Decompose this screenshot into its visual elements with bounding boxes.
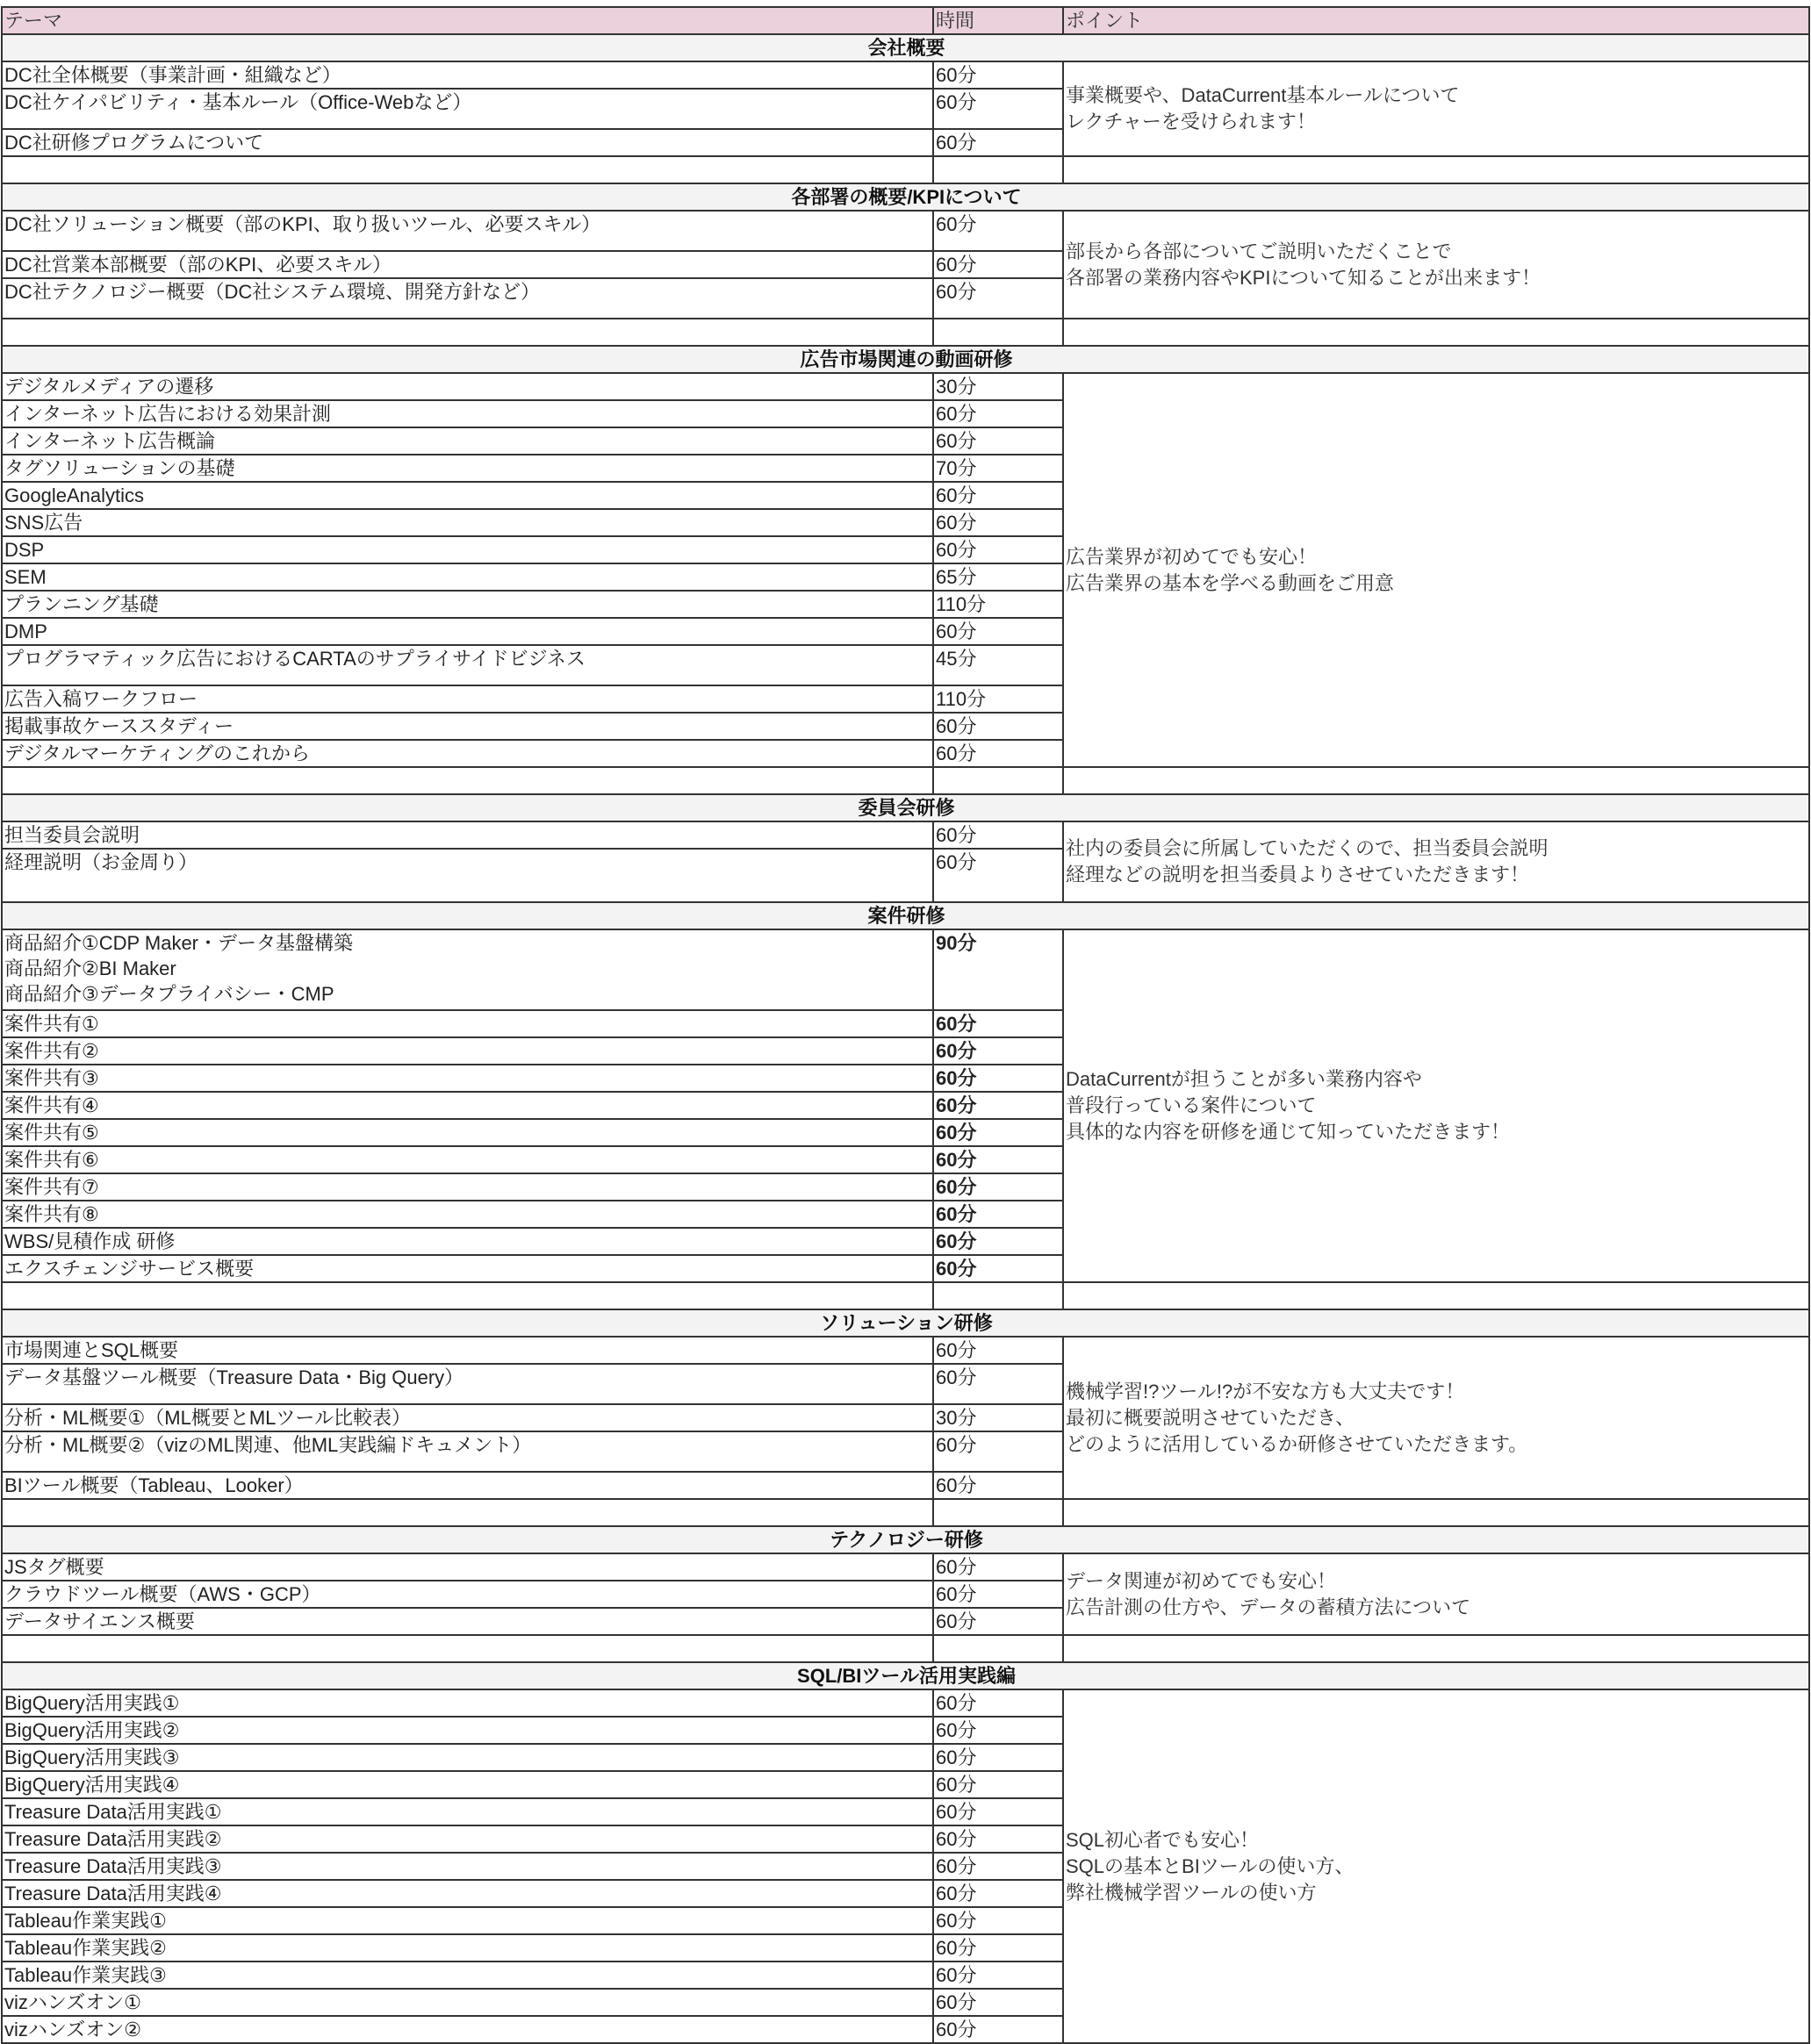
time-cell[interactable]: 60分 [933, 1037, 1063, 1065]
empty-cell[interactable] [933, 319, 1063, 346]
theme-cell[interactable]: インターネット広告における効果計測 [2, 400, 933, 427]
theme-cell[interactable]: Tableau作業実践③ [2, 1962, 933, 1989]
theme-cell[interactable]: Treasure Data活用実践④ [2, 1880, 933, 1907]
theme-cell[interactable]: 掲載事故ケーススタディー [2, 713, 933, 740]
time-cell[interactable]: 60分 [933, 713, 1063, 740]
empty-cell[interactable] [1063, 1499, 1809, 1526]
empty-cell[interactable] [2, 1635, 933, 1662]
theme-cell[interactable]: 案件共有① [2, 1010, 933, 1037]
header-point[interactable]: ポイント [1063, 7, 1809, 34]
empty-row [2, 1499, 1809, 1526]
theme-cell[interactable]: JSタグ概要 [2, 1553, 933, 1581]
section-title[interactable]: ソリューション研修 [2, 1309, 1809, 1337]
section-title[interactable]: 各部署の概要/KPIについて [2, 183, 1809, 211]
section-title[interactable]: 委員会研修 [2, 794, 1809, 821]
time-cell[interactable]: 60分 [933, 1581, 1063, 1608]
time-cell[interactable]: 60分 [933, 1255, 1063, 1282]
time-cell[interactable]: 60分 [933, 251, 1063, 278]
time-cell[interactable]: 45分 [933, 645, 1063, 685]
theme-cell[interactable]: BigQuery活用実践① [2, 1689, 933, 1717]
section-header-row [2, 794, 1809, 821]
empty-row [2, 767, 1809, 794]
point-cell[interactable]: DataCurrentが担うことが多い業務内容や 普段行っている案件について 具体的な内容を研修を通じて知っていただきます！ [1063, 929, 1809, 1282]
empty-cell[interactable] [2, 156, 933, 183]
time-cell[interactable]: 60分 [933, 1907, 1063, 1934]
empty-row [2, 156, 1809, 183]
theme-cell[interactable]: インターネット広告概論 [2, 427, 933, 455]
point-cell[interactable]: SQL初心者でも安心！ SQLの基本とBIツールの使い方、 弊社機械学習ツールの使い方 [1063, 1689, 1809, 2043]
section-title[interactable]: テクノロジー研修 [2, 1526, 1809, 1553]
empty-cell[interactable] [1063, 1282, 1809, 1309]
time-cell[interactable]: 60分 [933, 482, 1063, 509]
table-row [2, 373, 1809, 400]
theme-cell[interactable]: DC社ソリューション概要（部のKPI、取り扱いツール、必要スキル） [2, 211, 933, 251]
time-cell[interactable]: 60分 [933, 618, 1063, 645]
time-cell[interactable]: 60分 [933, 1744, 1063, 1771]
time-cell[interactable]: 60分 [933, 740, 1063, 767]
empty-row [2, 319, 1809, 346]
theme-cell[interactable]: DC社営業本部概要（部のKPI、必要スキル） [2, 251, 933, 278]
time-cell[interactable]: 60分 [933, 1173, 1063, 1201]
table-row [2, 929, 1809, 1010]
time-cell[interactable]: 60分 [933, 1798, 1063, 1825]
time-cell[interactable]: 70分 [933, 455, 1063, 482]
empty-cell[interactable] [933, 1499, 1063, 1526]
theme-cell[interactable]: 案件共有④ [2, 1092, 933, 1119]
table-row [2, 821, 1809, 849]
theme-cell[interactable]: 広告入稿ワークフロー [2, 685, 933, 713]
empty-cell[interactable] [2, 767, 933, 794]
theme-cell[interactable]: 案件共有⑤ [2, 1119, 933, 1146]
theme-cell[interactable]: Treasure Data活用実践② [2, 1825, 933, 1853]
time-cell[interactable]: 60分 [933, 1962, 1063, 1989]
empty-cell[interactable] [933, 1282, 1063, 1309]
theme-cell[interactable]: クラウドツール概要（AWS・GCP） [2, 1581, 933, 1608]
empty-cell[interactable] [2, 1282, 933, 1309]
section-header-row [2, 183, 1809, 211]
section-title[interactable]: 案件研修 [2, 902, 1809, 929]
point-cell[interactable]: 事業概要や、DataCurrent基本ルールについて レクチャーを受けられます！ [1063, 61, 1809, 156]
time-cell[interactable]: 60分 [933, 821, 1063, 849]
theme-cell[interactable]: SEM [2, 563, 933, 591]
theme-cell[interactable]: BigQuery活用実践③ [2, 1744, 933, 1771]
theme-cell[interactable]: データ基盤ツール概要（Treasure Data・Big Query） [2, 1364, 933, 1404]
point-cell[interactable]: 社内の委員会に所属していただくので、担当委員会説明 経理などの説明を担当委員よりさせていただきます！ [1063, 821, 1809, 902]
theme-cell[interactable]: 案件共有② [2, 1037, 933, 1065]
theme-cell[interactable]: WBS/見積作成 研修 [2, 1228, 933, 1255]
empty-cell[interactable] [933, 1635, 1063, 1662]
time-cell[interactable]: 60分 [933, 129, 1063, 156]
time-cell[interactable]: 60分 [933, 400, 1063, 427]
header-time[interactable]: 時間 [933, 7, 1063, 34]
empty-cell[interactable] [1063, 767, 1809, 794]
time-cell[interactable]: 60分 [933, 1472, 1063, 1499]
theme-cell[interactable]: エクスチェンジサービス概要 [2, 1255, 933, 1282]
time-cell[interactable]: 60分 [933, 1989, 1063, 2016]
time-cell[interactable]: 60分 [933, 1689, 1063, 1717]
theme-cell[interactable]: vizハンズオン① [2, 1989, 933, 2016]
time-cell[interactable]: 60分 [933, 427, 1063, 455]
theme-cell[interactable]: デジタルマーケティングのこれから [2, 740, 933, 767]
theme-cell[interactable]: 市場関連とSQL概要 [2, 1337, 933, 1364]
empty-cell[interactable] [1063, 1635, 1809, 1662]
time-cell[interactable]: 60分 [933, 1119, 1063, 1146]
time-cell[interactable]: 60分 [933, 61, 1063, 89]
time-cell[interactable]: 60分 [933, 509, 1063, 536]
empty-cell[interactable] [2, 1499, 933, 1526]
empty-row [2, 1282, 1809, 1309]
time-cell[interactable]: 110分 [933, 685, 1063, 713]
empty-row [2, 1635, 1809, 1662]
time-cell[interactable]: 60分 [933, 89, 1063, 129]
empty-cell[interactable] [2, 319, 933, 346]
time-cell[interactable]: 60分 [933, 1771, 1063, 1798]
theme-cell[interactable]: DSP [2, 536, 933, 563]
theme-cell[interactable]: Tableau作業実践① [2, 1907, 933, 1934]
theme-cell[interactable]: DC社テクノロジー概要（DC社システム環境、開発方針など） [2, 278, 933, 319]
training-schedule-table [1, 6, 1810, 2044]
time-cell[interactable]: 60分 [933, 278, 1063, 319]
table-row [2, 1337, 1809, 1364]
theme-cell[interactable]: vizハンズオン② [2, 2016, 933, 2043]
table-row [2, 1553, 1809, 1581]
section-title[interactable]: SQL/BIツール活用実践編 [2, 1662, 1809, 1689]
theme-cell[interactable]: DC社研修プログラムについて [2, 129, 933, 156]
point-cell[interactable]: データ関連が初めてでも安心！ 広告計測の仕方や、データの蓄積方法について [1063, 1553, 1809, 1635]
section-header-row [2, 346, 1809, 373]
theme-cell[interactable]: 案件共有③ [2, 1065, 933, 1092]
theme-cell[interactable]: 経理説明（お金周り） [2, 849, 933, 902]
time-cell[interactable]: 60分 [933, 1201, 1063, 1228]
theme-cell[interactable]: DC社全体概要（事業計画・組織など） [2, 61, 933, 89]
section-header-row [2, 1309, 1809, 1337]
theme-cell[interactable]: デジタルメディアの遷移 [2, 373, 933, 400]
time-cell[interactable]: 60分 [933, 1010, 1063, 1037]
time-cell[interactable]: 60分 [933, 1717, 1063, 1744]
time-cell[interactable]: 65分 [933, 563, 1063, 591]
theme-cell[interactable]: Treasure Data活用実践③ [2, 1853, 933, 1880]
time-cell[interactable]: 110分 [933, 591, 1063, 618]
point-cell[interactable]: 広告業界が初めてでも安心！ 広告業界の基本を学べる動画をご用意 [1063, 373, 1809, 767]
header-theme[interactable]: テーマ [2, 7, 933, 34]
time-cell[interactable]: 60分 [933, 1364, 1063, 1404]
time-cell[interactable]: 60分 [933, 536, 1063, 563]
time-cell[interactable]: 60分 [933, 1337, 1063, 1364]
theme-cell[interactable]: DMP [2, 618, 933, 645]
theme-cell[interactable]: 案件共有⑧ [2, 1201, 933, 1228]
theme-cell[interactable]: 分析・ML概要①（ML概要とMLツール比較表） [2, 1404, 933, 1431]
empty-cell[interactable] [933, 156, 1063, 183]
point-cell[interactable]: 部長から各部についてご説明いただくことで 各部署の業務内容やKPIについて知ることが出来ます！ [1063, 211, 1809, 319]
time-cell[interactable]: 90分 [933, 929, 1063, 1010]
time-cell[interactable]: 60分 [933, 1853, 1063, 1880]
section-title[interactable]: 会社概要 [2, 34, 1809, 61]
header-row [2, 7, 1809, 34]
time-cell[interactable]: 30分 [933, 373, 1063, 400]
theme-cell[interactable]: SNS広告 [2, 509, 933, 536]
empty-cell[interactable] [1063, 319, 1809, 346]
section-title[interactable]: 広告市場関連の動画研修 [2, 346, 1809, 373]
table-row [2, 211, 1809, 251]
theme-cell[interactable]: DC社ケイパビリティ・基本ルール（Office-Webなど） [2, 89, 933, 129]
time-cell[interactable]: 60分 [933, 1228, 1063, 1255]
theme-cell[interactable]: BIツール概要（Tableau、Looker） [2, 1472, 933, 1499]
theme-cell[interactable]: データサイエンス概要 [2, 1608, 933, 1635]
time-cell[interactable]: 60分 [933, 849, 1063, 902]
theme-cell[interactable]: BigQuery活用実践② [2, 1717, 933, 1744]
theme-cell[interactable]: 担当委員会説明 [2, 821, 933, 849]
theme-cell[interactable]: 案件共有⑦ [2, 1173, 933, 1201]
theme-cell[interactable]: 商品紹介①CDP Maker・データ基盤構築 商品紹介②BI Maker 商品紹介③データプライバシー・CMP [2, 929, 933, 1010]
theme-cell[interactable]: プランニング基礎 [2, 591, 933, 618]
theme-cell[interactable]: GoogleAnalytics [2, 482, 933, 509]
section-header-row [2, 34, 1809, 61]
theme-cell[interactable]: 案件共有⑥ [2, 1146, 933, 1173]
time-cell[interactable]: 60分 [933, 1553, 1063, 1581]
theme-cell[interactable]: 分析・ML概要②（vizのML関連、他ML実践編ドキュメント） [2, 1431, 933, 1472]
time-cell[interactable]: 60分 [933, 1934, 1063, 1962]
time-cell[interactable]: 60分 [933, 1146, 1063, 1173]
table-row [2, 61, 1809, 89]
theme-cell[interactable]: タグソリューションの基礎 [2, 455, 933, 482]
time-cell[interactable]: 60分 [933, 1880, 1063, 1907]
table-row [2, 1689, 1809, 1717]
section-header-row [2, 902, 1809, 929]
section-header-row [2, 1662, 1809, 1689]
theme-cell[interactable]: BigQuery活用実践④ [2, 1771, 933, 1798]
theme-cell[interactable]: Tableau作業実践② [2, 1934, 933, 1962]
time-cell[interactable]: 60分 [933, 1065, 1063, 1092]
theme-cell[interactable]: プログラマティック広告におけるCARTAのサプライサイドビジネス [2, 645, 933, 685]
time-cell[interactable]: 60分 [933, 1825, 1063, 1853]
time-cell[interactable]: 60分 [933, 211, 1063, 251]
point-cell[interactable]: 機械学習!?ツール!?が不安な方も大丈夫です！ 最初に概要説明させていただき、 どのように活用しているか研修させていただきます。 [1063, 1337, 1809, 1499]
time-cell[interactable]: 60分 [933, 2016, 1063, 2043]
empty-cell[interactable] [933, 767, 1063, 794]
time-cell[interactable]: 30分 [933, 1404, 1063, 1431]
empty-cell[interactable] [1063, 156, 1809, 183]
time-cell[interactable]: 60分 [933, 1608, 1063, 1635]
section-header-row [2, 1526, 1809, 1553]
theme-cell[interactable]: Treasure Data活用実践① [2, 1798, 933, 1825]
time-cell[interactable]: 60分 [933, 1431, 1063, 1472]
time-cell[interactable]: 60分 [933, 1092, 1063, 1119]
